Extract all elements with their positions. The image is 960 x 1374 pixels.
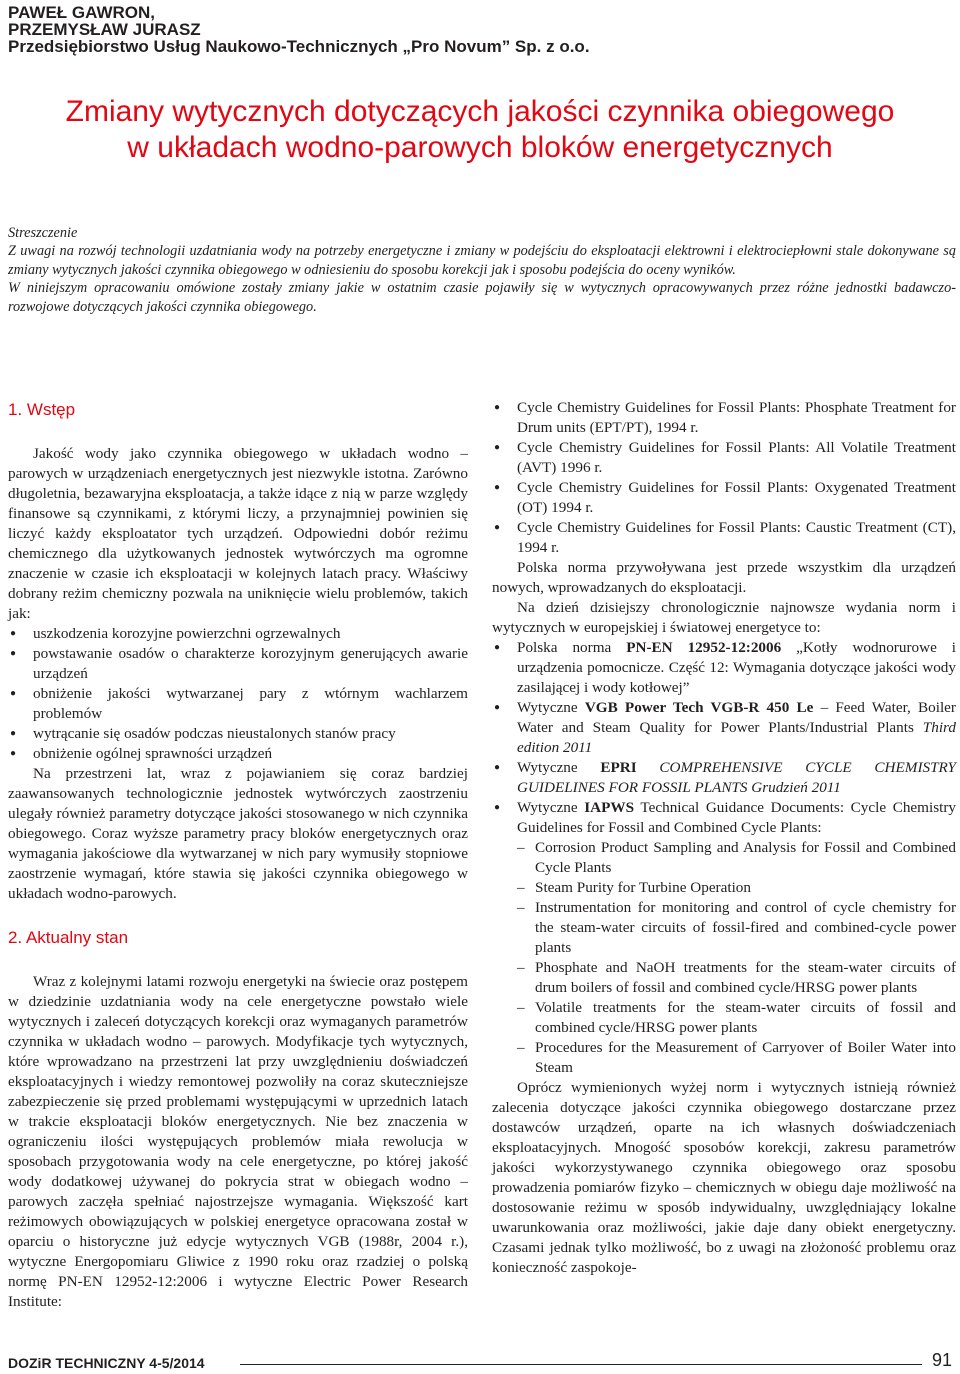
author-line-1: PAWEŁ GAWRON, <box>8 3 156 22</box>
abstract <box>8 224 956 316</box>
list-item: ● obniżenie ogólnej sprawności urządzeń <box>8 744 468 764</box>
abstract-paragraph-1: Z uwagi na rozwój technologii uzdatniania wody na potrzeby energetyczne i zmiany w podejściu do eksploatacji elektrowni i elektrociepłowni stale dokonywane są zmiany wytycznych jakości czynnika obiegowego w odniesieniu do sposobu korekcji jak i sposobu podejścia do oceny wyników. <box>8 243 956 278</box>
list-item: ● Wytyczne EPRI COMPREHENSIVE CYCLE CHEMISTRY GUIDELINES FOR FOSSIL PLANTS Grudzień 2011 <box>492 758 956 798</box>
list-item: – Instrumentation for monitoring and control of cycle chemistry for the steam-water circuits of fossil-fired and combined-cycle power plants <box>492 898 956 958</box>
list-item: – Volatile treatments for the steam-water circuits of fossil and combined cycle/HRSG power plants <box>492 998 956 1038</box>
title-line-1: Zmiany wytycznych dotyczących jakości czynnika obiegowego <box>65 95 895 128</box>
list-item: ● Cycle Chemistry Guidelines for Fossil Plants: Oxygenated Treatment (OT) 1994 r. <box>492 478 956 518</box>
state-paragraph-2: Polska norma przywoływana jest przede wszystkim dla urządzeń nowych, wprowadzanych do eksploatacji. <box>492 559 956 596</box>
list-item: – Phosphate and NaOH treatments for the steam-water circuits of drum boilers of fossil and combined cycle/HRSG power plants <box>492 958 956 998</box>
footer-rule <box>240 1364 922 1365</box>
article-title <box>0 94 960 166</box>
list-item: ● Polska norma PN-EN 12952-12:2006 „Kotły wodnorurowe i urządzenia pomocnicze. Część 12: Wymagania dotyczące jakości wody zasilającej i wody kotłowej” <box>492 638 956 698</box>
journal-name: DOZiR TECHNICZNY 4-5/2014 <box>8 1355 205 1371</box>
list-item: ● Wytyczne IAPWS Technical Guidance Documents: Cycle Chemistry Guidelines for Fossil and Combined Cycle Plants: <box>492 798 956 838</box>
affiliation: Przedsiębiorstwo Usług Naukowo-Technicznych „Pro Novum” Sp. z o.o. <box>8 37 590 56</box>
list-item: ● wytrącanie się osadów podczas nieustalonych stanów pracy <box>8 724 468 744</box>
abstract-label: Streszczenie <box>8 225 78 241</box>
abstract-paragraph-2: W niniejszym opracowaniu omówione zostały zmiany jakie w ostatnim czasie pojawiły się w wytycznych opracowywanych przez różne jednostki badawczo-rozwojowe dotyczących jakości czynnika obiegowego. <box>8 280 956 315</box>
page-number: 91 <box>931 1350 952 1370</box>
list-item: – Steam Purity for Turbine Operation <box>492 878 956 898</box>
state-paragraph-1: Wraz z kolejnymi latami rozwoju energetyki na świecie oraz postępem w dziedzinie uzdatniania wody na cele energetyczne powstało wiele wytycznych i zaleceń dotyczących korekcji oraz wymaganych parametrów czynnika w układach wodno – parowych. Modyfikacje tych wytycznych, które wprowadzano na przestrzeni lat przy uwzględnieniu doświadczeń eksploatacyjnych i wiedzy remontowej pozwoliły na coraz skuteczniejsze zabezpieczenie się przed problemami występującymi w uprzednich latach w trakcie eksploatacji bloków energetycznych. Nie bez znaczenia w ograniczeniu ilości występujących problemów miała rewolucja w sposobach przygotowania wody na cele energetyczne, po której jakość wody dodatkowej używanej do pokrycia strat w obiegach wodno – parowych zaczęła spełniać najostrzejsze wymagania. Większość kart reżimowych obowiązujących w polskiej energetyce opracowana został w oparciu o historyczne już edycje wytycznych VGB (1988r, 2004 r.), wytyczne Energopomiaru Gliwice z 1990 roku oraz rzadziej o polską normę PN-EN 12952-12:2006 i wytyczne Electric Power Research Institute: <box>8 973 468 1310</box>
list-item: ● uszkodzenia korozyjne powierzchni ogrzewalnych <box>8 624 468 644</box>
column-left <box>8 395 468 1312</box>
section-heading-current-state: 2. Aktualny stan <box>8 928 129 947</box>
problems-list <box>8 624 468 764</box>
epri-guidelines-list <box>492 398 956 558</box>
intro-paragraph-1: Jakość wody jako czynnika obiegowego w układach wodno – parowych w urządzeniach energetycznych jest niezwykle istotna. Zarówno długoletnia, bezawaryjna eksploatacja, a także idące z nią w parze względy finansowe są czynnikami, z którymi liczy, a przynajmniej powinien się liczyć każdy eksploatator tych urządzeń. Odpowiedni dobór reżimu chemicznego dla użytkowanych jednostek wytwórczych ma ogromne znaczenie w czasie ich eksploatacji w kolejnych latach pracy. Właściwy dobrany reżim chemiczny pozwala na uniknięcie wielu problemów, takich jak: <box>8 445 468 622</box>
list-item: ● obniżenie jakości wytwarzanej pary z wtórnym wachlarzem problemów <box>8 684 468 724</box>
list-item: ● Cycle Chemistry Guidelines for Fossil Plants: Caustic Treatment (CT), 1994 r. <box>492 518 956 558</box>
author-line-2: PRZEMYSŁAW JURASZ <box>8 20 201 39</box>
state-paragraph-4: Oprócz wymienionych wyżej norm i wytycznych istnieją również zalecenia dotyczące jakości czynnika obiegowego dostarczane przez dostawców urządzeń, oparte na ich własnych doświadczeniach eksploatacyjnych. Mnogość sposobów korekcji, zakresu parametrów jakości wykorzystywanego czynnika obiegowego oraz sposobu prowadzenia pomiarów fizyko – chemicznych w obiegu daje możliwość na dostosowanie reżimu w sposób indywidualny, uwzględniający lokalne uwarunkowania oraz możliwości, jakie daje dany obiekt energetyczny. Czasami jednak tylko możliwość, bo z uwagi na złożoność problemu oraz konieczność zaspokoje- <box>492 1079 956 1276</box>
state-paragraph-3: Na dzień dzisiejszy chronologicznie najnowsze wydania norm i wytycznych w europejskiej i światowej energetyce to: <box>492 599 956 636</box>
list-item: ● powstawanie osadów o charakterze korozyjnym generujących awarie urządzeń <box>8 644 468 684</box>
list-item: – Procedures for the Measurement of Carryover of Boiler Water into Steam <box>492 1038 956 1078</box>
list-item: – Corrosion Product Sampling and Analysis for Fossil and Combined Cycle Plants <box>492 838 956 878</box>
list-item: ● Wytyczne VGB Power Tech VGB-R 450 Le – Feed Water, Boiler Water and Steam Quality for Power Plants/Industrial Plants Third edition 2011 <box>492 698 956 758</box>
intro-paragraph-2: Na przestrzeni lat, wraz z pojawianiem się coraz bardziej zaawansowanych technologicznie jednostek wytwórczych zaostrzeniu ulegały również parametry dotyczące jakości stosowanego w nich czynnika obiegowego. Coraz wyższe parametry pracy bloków energetycznych oraz wymagania jakościowe dla wytwarzanej w nich pary wymusiły stopniowe zaostrzenie wymagań, które stawia się jakości czynnika obiegowego w układach wodno-parowych. <box>8 765 468 902</box>
page-footer <box>8 1352 952 1374</box>
article-header <box>8 4 590 55</box>
iapws-documents-list <box>492 838 956 1078</box>
column-right <box>492 398 956 1278</box>
list-item: ● Cycle Chemistry Guidelines for Fossil Plants: Phosphate Treatment for Drum units (EPT/PT), 1994 r. <box>492 398 956 438</box>
norms-list <box>492 638 956 838</box>
section-heading-introduction: 1. Wstęp <box>8 400 76 419</box>
list-item: ● Cycle Chemistry Guidelines for Fossil Plants: All Volatile Treatment (AVT) 1996 r. <box>492 438 956 478</box>
title-line-2: w układach wodno-parowych bloków energetycznych <box>127 131 833 164</box>
